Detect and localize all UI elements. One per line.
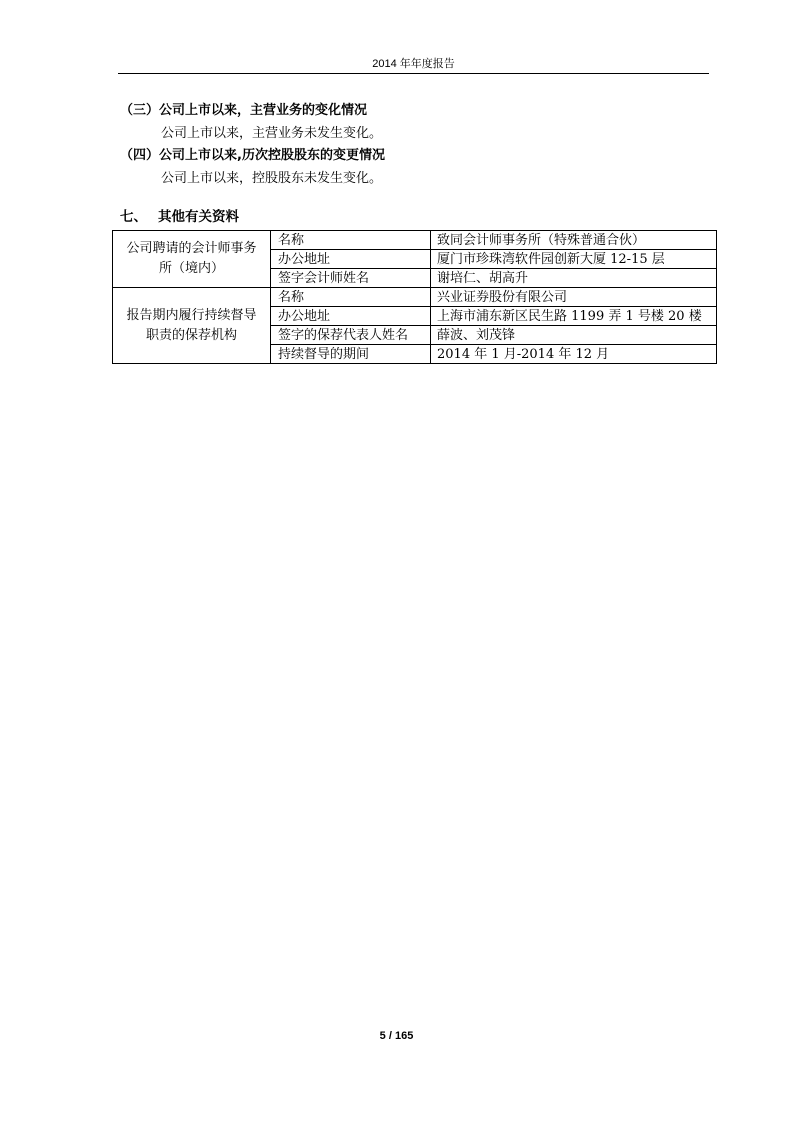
- page-number: 5 / 165: [379, 1030, 414, 1042]
- table-row: [113, 231, 717, 250]
- row-item-value: 厦门市珍珠湾软件园创新大厦 12-15 层: [431, 250, 717, 269]
- chapter-title: 其他有关资料: [158, 209, 239, 225]
- row-item-label: 签字的保荐代表人姓名: [271, 326, 431, 345]
- header-divider: [118, 73, 709, 74]
- chapter-heading: [120, 208, 239, 226]
- row-item-label: 持续督导的期间: [271, 345, 431, 364]
- row-item-value: 致同会计师事务所（特殊普通合伙）: [431, 231, 717, 250]
- other-info-table: [112, 230, 717, 364]
- row-item-label: 办公地址: [271, 307, 431, 326]
- table-row: [113, 288, 717, 307]
- row-item-value: 上海市浦东新区民生路 1199 弄 1 号楼 20 楼: [431, 307, 717, 326]
- page-header: 2014 年年度报告: [372, 58, 455, 70]
- row-item-value: 2014 年 1 月-2014 年 12 月: [431, 345, 717, 364]
- row-item-value: 谢培仁、胡高升: [431, 269, 717, 288]
- row-item-value: 兴业证券股份有限公司: [431, 288, 717, 307]
- row-item-label: 签字会计师姓名: [271, 269, 431, 288]
- row-item-label: 办公地址: [271, 250, 431, 269]
- group-label-sponsor: 报告期内履行持续督导职责的保荐机构: [113, 288, 271, 364]
- row-item-label: 名称: [271, 231, 431, 250]
- chapter-number: 七、: [120, 209, 147, 225]
- row-item-value: 薛波、刘茂锋: [431, 326, 717, 345]
- group-label-accounting-firm: 公司聘请的会计师事务所（境内）: [113, 231, 271, 288]
- section-body-business-change: 公司上市以来，主营业务未发生变化。: [161, 126, 383, 141]
- row-item-label: 名称: [271, 288, 431, 307]
- section-heading-shareholder-change: （四）公司上市以来,历次控股股东的变更情况: [120, 148, 385, 163]
- section-heading-business-change: （三）公司上市以来，主营业务的变化情况: [120, 103, 368, 118]
- section-body-shareholder-change: 公司上市以来，控股股东未发生变化。: [161, 171, 383, 186]
